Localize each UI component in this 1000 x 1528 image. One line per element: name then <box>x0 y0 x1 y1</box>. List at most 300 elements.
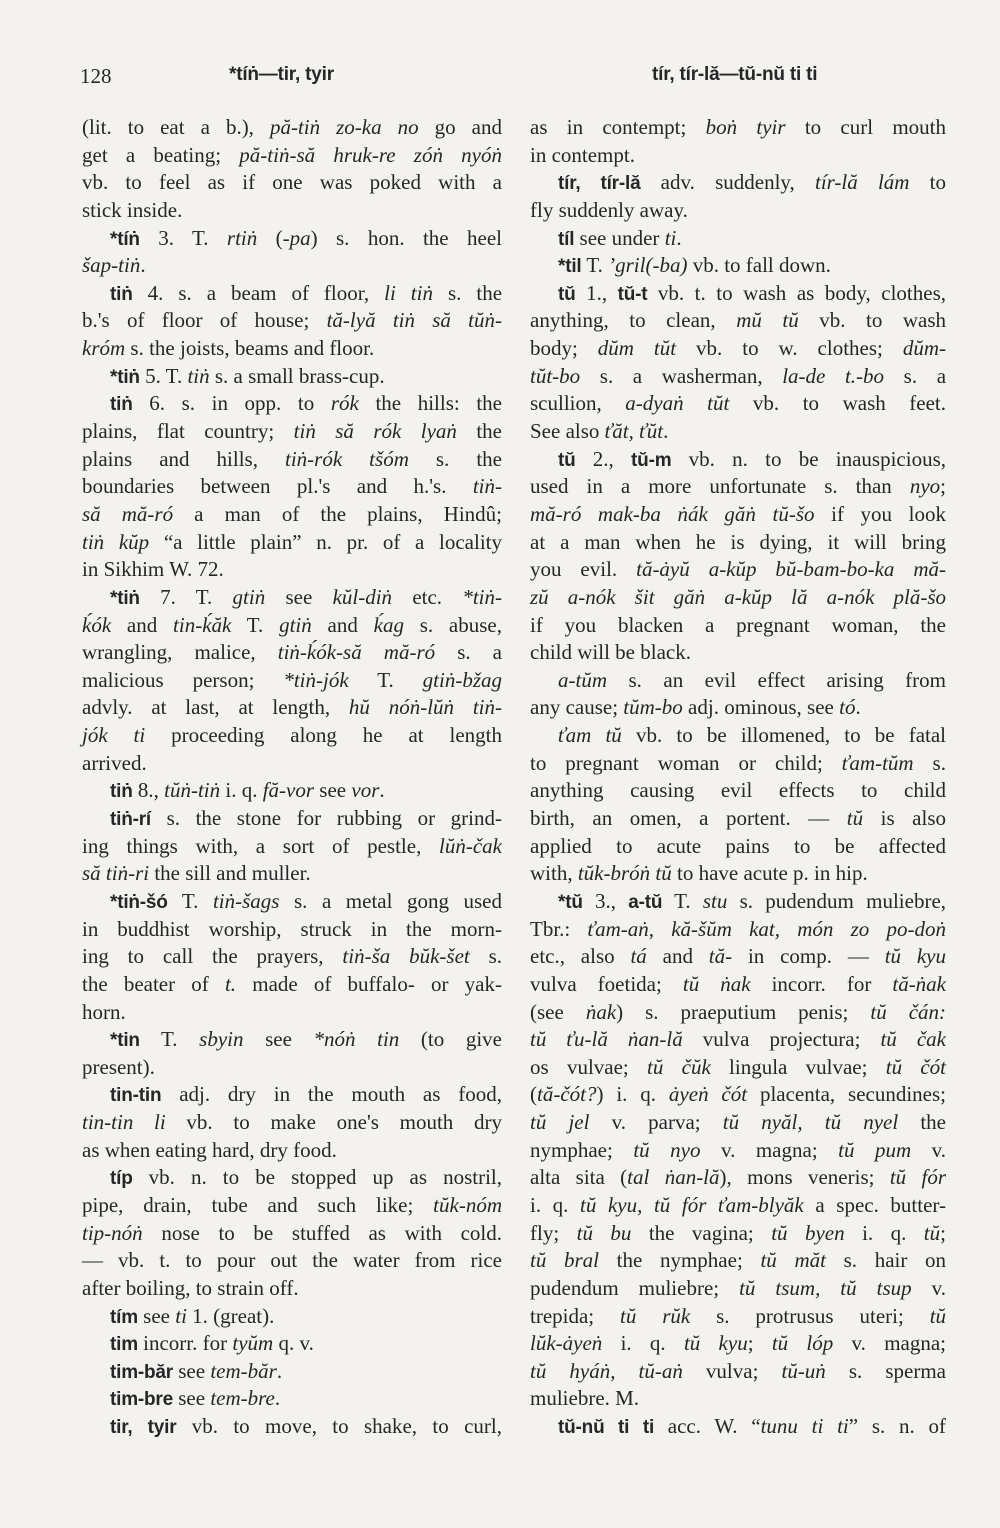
text-run: . <box>276 1358 283 1383</box>
headword: tír, tír-lă <box>558 173 641 195</box>
text-run: stick inside. <box>82 197 183 222</box>
text-run: plains and hills, <box>82 446 285 471</box>
italic-term: tŭ rŭk <box>620 1303 691 1328</box>
text-run: applied to acute pains to be affected <box>530 833 946 858</box>
text-run: s. abuse, <box>403 612 502 637</box>
italic-term: tŭt-bo <box>530 363 581 388</box>
text-run: see <box>173 1386 211 1411</box>
text-run: s. protrusus uteri; <box>690 1303 930 1328</box>
text-line <box>82 1358 502 1386</box>
italic-term: tŭ <box>846 806 864 831</box>
text-run: . <box>855 695 861 720</box>
text-run: s. the <box>408 446 502 471</box>
italic-term: tyŭm <box>232 1331 274 1356</box>
text-run: vulva; <box>682 1358 782 1383</box>
headword: típ <box>110 1168 133 1190</box>
headword: tiṅ <box>110 283 133 305</box>
text-run: s. <box>469 944 502 969</box>
text-line <box>530 1026 946 1054</box>
italic-term: tŭ byen <box>771 1220 845 1245</box>
text-run: muliebre. M. <box>530 1386 640 1411</box>
text-line <box>530 1303 946 1331</box>
text-run: see <box>243 1027 314 1052</box>
text-run: in Sikhim W. 72. <box>82 557 224 582</box>
headword: tŭ-m <box>631 449 672 471</box>
text-line <box>82 197 502 225</box>
text-line <box>82 584 502 612</box>
text-run: proceeding along he at length <box>145 723 502 748</box>
italic-term: tip-nóṅ <box>82 1220 143 1245</box>
headword: a-tŭ <box>628 891 663 913</box>
text-run: adj. dry in the mouth as food, <box>161 1082 502 1107</box>
text-run: see <box>314 778 352 803</box>
italic-term: tá <box>630 944 647 969</box>
text-run: T. <box>231 612 280 637</box>
text-run: vb. n. to be stopped up as nostril, <box>132 1165 502 1190</box>
text-run: placenta, secundines; <box>747 1082 947 1107</box>
text-run: and <box>111 612 174 637</box>
headword: tiṅ <box>110 781 133 803</box>
text-line <box>530 777 946 805</box>
text-line <box>530 639 946 667</box>
italic-term: tiṅ- <box>472 474 502 499</box>
text-line <box>530 307 946 335</box>
text-line <box>82 1385 502 1413</box>
text-run: vb. to wash feet. <box>729 391 947 416</box>
text-line <box>82 1081 502 1109</box>
italic-term: tem-bre <box>210 1386 275 1411</box>
text-line <box>530 473 946 501</box>
text-run: anything causing evil effects to child <box>530 778 946 803</box>
italic-term: să tiṅ-ri <box>82 861 150 886</box>
italic-term: tír-lă lám <box>815 170 910 195</box>
text-run: to curl mouth <box>785 115 946 139</box>
text-run: is also <box>863 806 946 831</box>
text-run: and <box>646 944 709 969</box>
text-line <box>530 1247 946 1275</box>
text-run: scullion, <box>530 391 626 416</box>
text-run: 6. s. in opp. to <box>132 391 331 416</box>
text-run: alta sita ( <box>530 1165 628 1190</box>
italic-term: li tiṅ <box>384 280 433 305</box>
italic-term: tŭ čán: <box>870 999 947 1024</box>
text-line <box>82 1220 502 1248</box>
text-run: nymphae; <box>530 1137 634 1162</box>
text-line <box>82 390 502 418</box>
headword: tim-băr <box>110 1361 173 1383</box>
text-run: ” s. n. of <box>848 1414 946 1439</box>
text-line <box>82 722 502 750</box>
italic-term: mŭ tŭ <box>736 308 799 333</box>
text-run: acc. W. “ <box>654 1414 761 1439</box>
text-run: in contempt. <box>530 142 635 167</box>
text-run: advly. at last, at length, <box>82 695 349 720</box>
text-run: see <box>265 584 333 609</box>
text-run: adv. suddenly, <box>640 170 815 195</box>
text-run: wrangling, malice, <box>82 640 278 665</box>
text-run: trepida; <box>530 1303 621 1328</box>
text-line <box>82 612 502 640</box>
italic-term: gtiṅ-bžag <box>422 667 502 692</box>
text-run: boundaries between pl.'s and h.'s. <box>82 474 473 499</box>
italic-term: tă-ȧyŭ a-kŭp bŭ-bam-bo-ka mă- <box>636 557 946 582</box>
text-run: v. <box>911 1137 947 1162</box>
text-line <box>82 888 502 916</box>
text-line <box>82 916 502 944</box>
headword: *tiṅ-šó <box>110 891 168 913</box>
text-run: plains, flat country; <box>82 419 294 444</box>
headword: *tŭ <box>558 891 583 913</box>
text-run: get a beating; <box>82 142 240 167</box>
text-run: Tbr.: <box>530 916 588 941</box>
text-run: s. a metal gong used <box>279 888 503 913</box>
right-column <box>530 114 946 1441</box>
italic-term: tal ṅan-lă <box>627 1165 720 1190</box>
text-run: anything, to clean, <box>530 308 737 333</box>
text-line <box>530 1081 946 1109</box>
headword: tin-tin <box>110 1085 162 1107</box>
italic-term: tŭṅ-tiṅ <box>164 778 221 803</box>
italic-term: tó <box>839 695 856 720</box>
headword: tiṅ <box>110 394 133 416</box>
text-run: to have acute p. in hip. <box>671 861 868 886</box>
italic-term: tiṅ-šags <box>212 888 280 913</box>
text-line <box>82 556 502 584</box>
text-line <box>82 225 502 253</box>
text-line <box>530 142 946 170</box>
text-run: the sill and muller. <box>149 861 311 886</box>
text-run: lingula vulvae; <box>710 1054 886 1079</box>
italic-term: stu <box>702 888 728 913</box>
text-line <box>530 363 946 391</box>
text-line <box>530 971 946 999</box>
italic-term: tŭ fór <box>889 1165 947 1190</box>
text-run: any cause; <box>530 695 624 720</box>
text-run: i. q. <box>530 1192 581 1217</box>
text-line <box>82 1192 502 1220</box>
text-line <box>82 1330 502 1358</box>
text-run: body; <box>530 336 598 361</box>
text-line <box>82 833 502 861</box>
text-run: ing to call the prayers, <box>82 944 343 969</box>
text-run: ) s. praeputium penis; <box>616 999 871 1024</box>
text-run: vb. to be illomened, to be fatal <box>621 723 947 748</box>
text-line <box>530 280 946 308</box>
italic-term: tŭm-bo <box>623 695 683 720</box>
text-run: i. q. <box>844 1220 924 1245</box>
text-line <box>82 999 502 1027</box>
text-run: ) i. q. <box>596 1082 669 1107</box>
text-run: s. the <box>432 280 503 305</box>
text-line <box>530 197 946 225</box>
headword: *tiṅ <box>110 366 140 388</box>
text-line <box>530 916 946 944</box>
text-run: vulva foetida; <box>530 971 683 996</box>
text-line <box>82 335 502 363</box>
text-line <box>82 446 502 474</box>
headword: tím <box>110 1306 138 1328</box>
italic-term: tŭk-nóm <box>433 1192 502 1217</box>
headword: *tiṅ <box>110 587 140 609</box>
text-run: present). <box>82 1054 155 1079</box>
text-line <box>82 473 502 501</box>
text-run: i. q. <box>602 1331 684 1356</box>
text-run: s. sperma <box>825 1358 946 1383</box>
italic-term: lŭṅ-čak <box>439 833 502 858</box>
text-line <box>82 169 502 197</box>
text-run: ), mons veneris; <box>719 1165 890 1190</box>
text-line <box>530 1413 946 1441</box>
text-run: s. a washerman, <box>580 363 783 388</box>
italic-term: tiṅ-rók tšóm <box>285 446 409 471</box>
italic-term: ḱag <box>373 612 404 637</box>
italic-term: ȧyeṅ čót <box>668 1082 748 1107</box>
text-line <box>82 1275 502 1303</box>
italic-term: ťam-tŭm <box>841 750 914 775</box>
text-run: s. a <box>435 640 502 665</box>
text-line <box>530 584 946 612</box>
italic-term: tŭ tsum, tŭ tsup <box>739 1275 912 1300</box>
headword: tŭ <box>558 283 576 305</box>
text-run: (to give <box>399 1027 503 1052</box>
italic-term: króm <box>82 336 126 361</box>
text-run: . <box>676 225 682 250</box>
headword: tŭ <box>558 449 576 471</box>
italic-term: rtiṅ <box>226 225 258 250</box>
italic-term: pă-tiṅ zo-ka no <box>269 115 419 139</box>
text-run: . <box>663 419 669 444</box>
text-run: — vb. t. to pour out the water from rice <box>82 1248 502 1273</box>
text-line <box>530 1192 946 1220</box>
text-run: s. a small brass-cup. <box>209 363 385 388</box>
text-run: go and <box>418 115 502 139</box>
text-run: vb. to w. clothes; <box>676 336 903 361</box>
italic-term: tunu ti ti <box>760 1414 849 1439</box>
text-line <box>530 805 946 833</box>
text-run: made of buffalo- or yak- <box>236 971 502 996</box>
text-run: ; <box>747 1331 772 1356</box>
italic-term: tă- <box>708 944 733 969</box>
italic-term: a-dyaṅ tŭt <box>625 391 730 416</box>
italic-term: dŭm- <box>902 336 946 361</box>
italic-term: ti <box>664 225 677 250</box>
text-line <box>82 1137 502 1165</box>
italic-term: boṅ tyir <box>705 115 786 139</box>
italic-term: tŭ bu <box>576 1220 632 1245</box>
italic-term: la-de t.-bo <box>782 363 885 388</box>
italic-term: lŭk-ȧyeṅ <box>530 1331 603 1356</box>
italic-term: tem-băr <box>210 1358 277 1383</box>
text-line <box>82 501 502 529</box>
text-line <box>530 225 946 253</box>
text-line <box>82 1054 502 1082</box>
text-line <box>82 805 502 833</box>
text-line <box>82 1109 502 1137</box>
text-line <box>530 556 946 584</box>
italic-term: tin-tin li <box>82 1110 166 1135</box>
text-run: T. <box>167 888 213 913</box>
text-run: adj. ominous, see <box>682 695 840 720</box>
italic-term: tŭ čót <box>885 1054 946 1079</box>
italic-term: mă-ró mak-ba ṅák găṅ tŭ-šo <box>530 501 815 526</box>
text-run: pipe, drain, tube and such like; <box>82 1192 434 1217</box>
text-run: v. magna; <box>700 1137 839 1162</box>
italic-term: -pa <box>282 225 311 250</box>
text-line <box>82 114 502 142</box>
text-line <box>82 1164 502 1192</box>
text-run: see <box>173 1358 211 1383</box>
text-run: 8., <box>132 778 165 803</box>
italic-term: ťăt, ťŭt <box>604 419 664 444</box>
text-run: vb. n. to be inauspicious, <box>671 446 946 471</box>
italic-term: tŭ măt <box>760 1248 826 1273</box>
text-run: and <box>311 612 374 637</box>
text-run: used in a more unfortunate s. than <box>530 474 910 499</box>
text-run: to pregnant woman or child; <box>530 750 842 775</box>
text-run: the hills: the <box>358 391 502 416</box>
text-line <box>530 252 946 280</box>
text-run: in comp. — <box>732 944 885 969</box>
text-run: a man of the plains, Hindû; <box>173 501 502 526</box>
italic-term: tă-ṅak <box>892 971 947 996</box>
italic-term: *nóṅ tin <box>313 1027 400 1052</box>
italic-term: tiṅ să rók lyaṅ <box>293 419 457 444</box>
text-line <box>530 694 946 722</box>
text-line <box>530 1109 946 1137</box>
text-run: ; <box>940 1220 946 1245</box>
text-line <box>530 446 946 474</box>
italic-term: tŭ nyo <box>633 1137 701 1162</box>
text-line <box>530 1054 946 1082</box>
headword: tim-bre <box>110 1389 173 1411</box>
text-run: after boiling, to strain off. <box>82 1275 299 1300</box>
italic-term: zŭ a-nók šit găṅ a-kŭp lă a-nók plă-šo <box>530 584 946 609</box>
italic-term: tă-čót? <box>537 1082 597 1107</box>
italic-term: jók ti <box>82 723 146 748</box>
text-line <box>82 860 502 888</box>
italic-term: tiṅ-ḱók-să mă-ró <box>277 640 436 665</box>
text-run: ) s. hon. the heel <box>310 225 502 250</box>
text-line <box>530 1137 946 1165</box>
text-run: the <box>898 1110 946 1135</box>
text-line <box>530 1164 946 1192</box>
text-line <box>530 750 946 778</box>
text-line <box>82 1303 502 1331</box>
italic-term: vor <box>351 778 380 803</box>
left-column <box>82 114 502 1441</box>
italic-term: t. <box>224 971 237 996</box>
text-run: as when eating hard, dry food. <box>82 1137 337 1162</box>
text-run: (lit. to eat a b.), <box>82 115 270 139</box>
headword: tim <box>110 1334 138 1356</box>
text-line <box>82 777 502 805</box>
text-run: with, <box>530 861 578 886</box>
text-run: . <box>379 778 385 803</box>
text-run: 3., <box>582 888 629 913</box>
italic-term: tŭ <box>923 1220 941 1245</box>
text-run: child will be black. <box>530 640 691 665</box>
text-run: s. <box>913 750 946 775</box>
text-run: to <box>909 170 947 195</box>
text-line <box>530 1220 946 1248</box>
text-run: T. <box>581 253 609 278</box>
text-run: os vulvae; <box>530 1054 648 1079</box>
text-run: fly; <box>530 1220 577 1245</box>
text-line <box>530 1358 946 1386</box>
text-run: ( <box>257 225 283 250</box>
text-line <box>530 169 946 197</box>
text-run: 5. T. <box>139 363 188 388</box>
italic-term: kŭl-diṅ <box>332 584 393 609</box>
italic-term: rók <box>330 391 359 416</box>
italic-term: tă-lyă tiṅ să tŭṅ- <box>326 308 502 333</box>
text-line <box>82 943 502 971</box>
running-head-left: *tíṅ—tir, tyir <box>229 64 334 85</box>
italic-term: tŭ jel <box>530 1110 590 1135</box>
italic-term: tŭ ťu-lă ṅan-lă <box>530 1027 683 1052</box>
italic-term: gtiṅ <box>279 612 312 637</box>
italic-term: *tiṅ-jók <box>283 667 349 692</box>
text-run: nose to be stuffed as with cold. <box>142 1220 502 1245</box>
text-run: vb. to feel as if one was poked with a <box>82 170 502 195</box>
italic-term: šap-tiṅ <box>82 253 141 278</box>
italic-term: tŭ kyu <box>884 944 946 969</box>
text-run: arrived. <box>82 750 147 775</box>
text-line <box>530 529 946 557</box>
text-run: if you look <box>814 501 946 526</box>
italic-term: tŭ ṅak <box>682 971 751 996</box>
text-line <box>530 999 946 1027</box>
text-run: birth, an omen, a portent. — <box>530 806 847 831</box>
text-run: s. an evil effect arising from <box>607 667 946 692</box>
text-run: T. <box>662 888 703 913</box>
text-line <box>530 860 946 888</box>
italic-term: să mă-ró <box>82 501 174 526</box>
italic-term: dŭm tŭt <box>597 336 677 361</box>
text-line <box>530 501 946 529</box>
text-line <box>530 1330 946 1358</box>
text-run: v. parva; <box>589 1110 723 1135</box>
text-run: etc., also <box>530 944 631 969</box>
text-run: fly suddenly away. <box>530 197 688 222</box>
italic-term: tŭ bral <box>530 1248 599 1273</box>
text-run: in buddhist worship, struck in the morn- <box>82 916 502 941</box>
text-line <box>82 1026 502 1054</box>
text-run: 3. T. <box>139 225 227 250</box>
text-line <box>82 418 502 446</box>
text-run: a spec. butter- <box>803 1192 946 1217</box>
text-line <box>530 390 946 418</box>
text-line <box>82 1247 502 1275</box>
text-run: at a man when he is dying, it will bring <box>530 529 946 554</box>
text-run: (see <box>530 999 586 1024</box>
italic-term: tŭ-uṅ <box>781 1358 826 1383</box>
headword: tir, tyir <box>110 1417 177 1439</box>
text-line <box>530 1385 946 1413</box>
text-run: “a little plain” n. pr. of a locality <box>149 529 502 554</box>
text-line <box>82 750 502 778</box>
text-line <box>82 307 502 335</box>
text-run: 4. s. a beam of floor, <box>132 280 385 305</box>
text-run: see under <box>574 225 665 250</box>
text-line <box>530 335 946 363</box>
italic-term: tŭ kyu <box>683 1331 748 1356</box>
text-line <box>82 280 502 308</box>
text-run: 1. (great). <box>186 1303 275 1328</box>
italic-term: tŭ kyu, tŭ fór ťam-blyăk <box>580 1192 804 1217</box>
text-run: s. hair on <box>825 1248 946 1273</box>
text-run: incorr. for <box>137 1331 233 1356</box>
